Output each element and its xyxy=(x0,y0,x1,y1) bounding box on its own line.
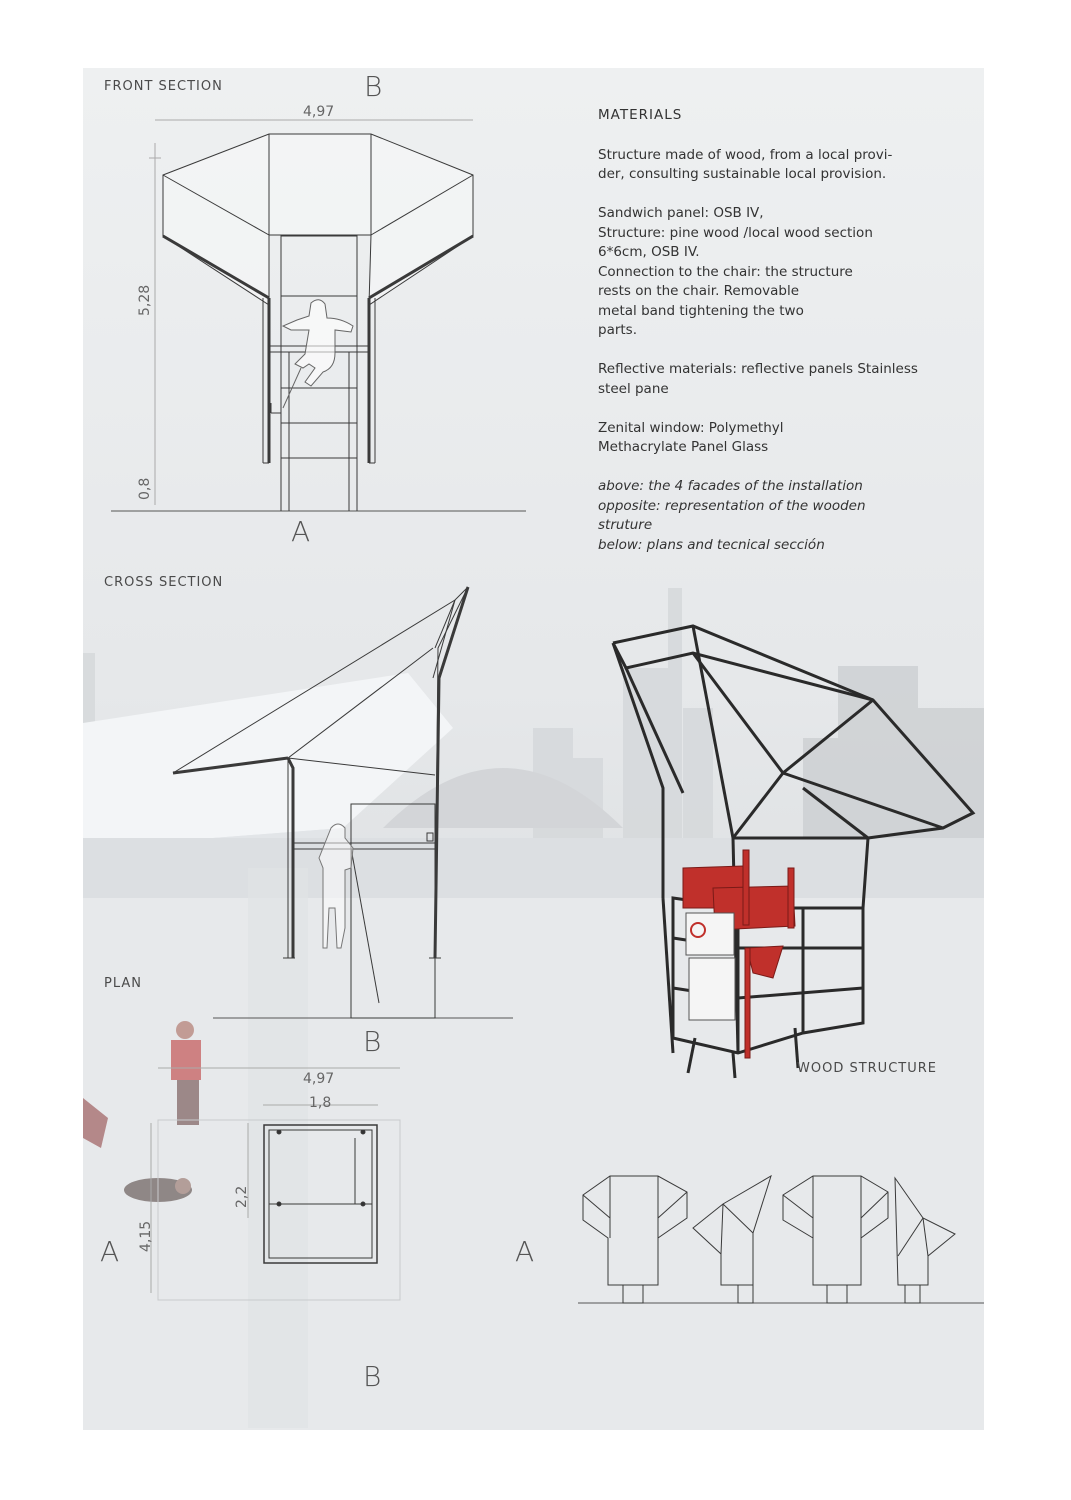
dim-plan-inner-width: 1,8 xyxy=(309,1095,332,1111)
marker-a-plan-right: A xyxy=(515,1235,535,1268)
marker-b-plan: B xyxy=(363,1360,382,1393)
plan-drawing xyxy=(151,1068,400,1300)
materials-p3-line: Reflective materials: reflective panels Stainless xyxy=(598,361,918,377)
caption-line: below: plans and tecnical sección xyxy=(598,536,825,553)
front-section-label: FRONT SECTION xyxy=(104,79,223,94)
materials-p3-line: steel pane xyxy=(598,380,669,397)
materials-p4 xyxy=(598,419,938,458)
materials-p1-line: Structure made of wood, from a local provi- xyxy=(598,146,893,163)
materials-p2-line: parts. xyxy=(598,322,638,338)
front-section-drawing xyxy=(111,120,526,511)
materials-p4-line: Methacrylate Panel Glass xyxy=(598,439,769,455)
materials-p2-line: Connection to the chair: the structure xyxy=(598,263,853,280)
dim-front-width: 4,97 xyxy=(303,104,335,120)
materials-p3 xyxy=(598,360,938,399)
facades-drawing xyxy=(578,1176,984,1303)
dim-plan-outer-depth: 4,15 xyxy=(138,1220,154,1252)
plan-label: PLAN xyxy=(104,976,142,991)
materials-title: MATERIALS xyxy=(598,107,683,123)
marker-a-plan-left: A xyxy=(100,1235,120,1268)
dim-front-base: 0,8 xyxy=(137,477,153,500)
dim-plan-outer-width: 4,97 xyxy=(303,1071,335,1087)
cross-section-label: CROSS SECTION xyxy=(104,575,224,590)
dim-front-height: 5,28 xyxy=(137,284,153,316)
materials-p2-line: rests on the chair. Removable xyxy=(598,283,800,299)
materials-p4-line: Zenital window: Polymethyl xyxy=(598,419,784,436)
marker-b-top: B xyxy=(364,70,383,103)
marker-a-front: A xyxy=(291,515,311,548)
cross-section-drawing xyxy=(173,587,513,1018)
wood-structure-3d xyxy=(613,626,973,1078)
materials-text xyxy=(598,106,938,575)
materials-captions xyxy=(598,477,938,555)
wood-structure-label: WOOD STRUCTURE xyxy=(797,1061,937,1076)
caption-line: above: the 4 facades of the installation xyxy=(598,478,863,494)
dim-plan-inner-depth: 2,2 xyxy=(234,1185,250,1208)
materials-p2 xyxy=(598,204,938,341)
caption-line: struture xyxy=(598,517,653,533)
caption-line: opposite: representation of the wooden xyxy=(598,497,866,514)
materials-p2-line: 6*6cm, OSB IV. xyxy=(598,244,700,260)
materials-p1 xyxy=(598,146,938,185)
signs xyxy=(686,913,735,1020)
materials-p1-line: der, consulting sustainable local provision. xyxy=(598,166,887,182)
marker-b-cross: B xyxy=(363,1025,382,1058)
materials-p2-line: metal band tightening the two xyxy=(598,302,804,319)
materials-p2-line: Structure: pine wood /local wood section xyxy=(598,224,873,241)
materials-p2-line: Sandwich panel: OSB IV, xyxy=(598,205,764,221)
